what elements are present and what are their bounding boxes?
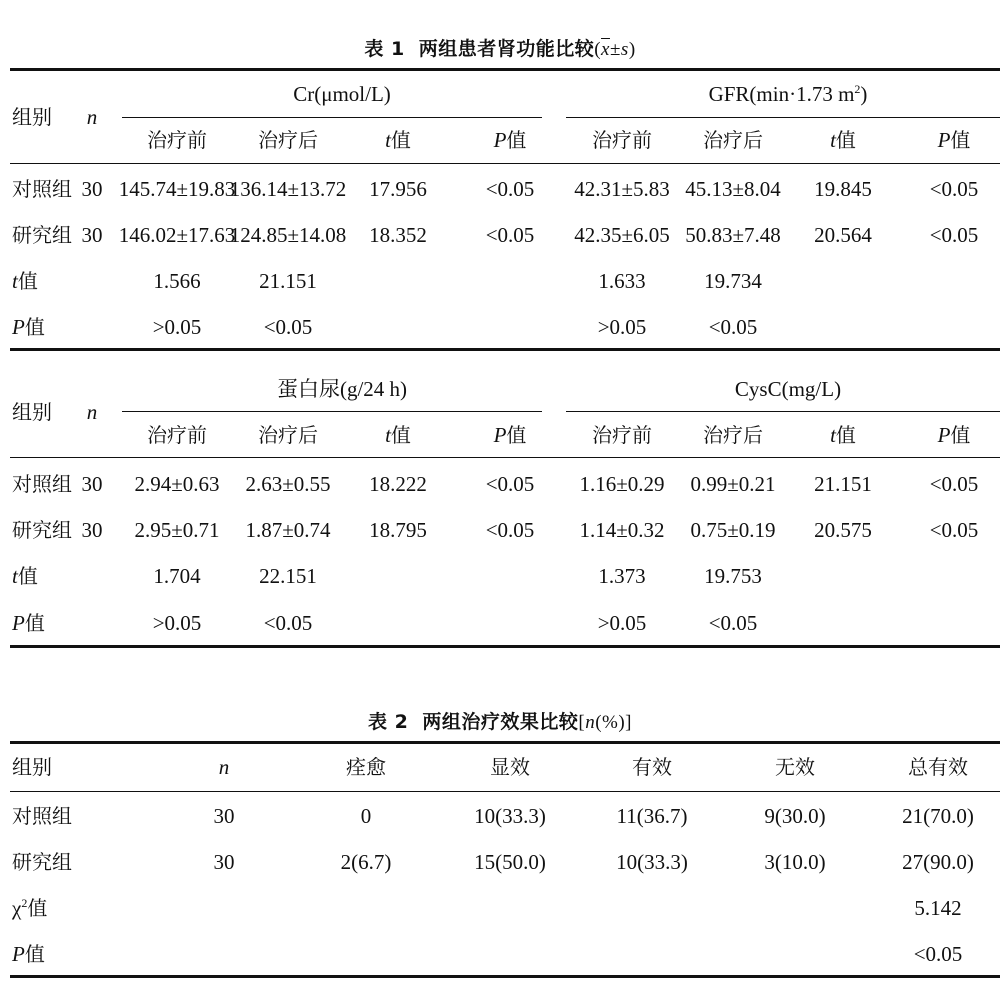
block1-control-gfr-after: 45.13±8.04 (685, 177, 781, 201)
block2-right-subrule (566, 411, 1000, 412)
block1-control-cr-t: 17.956 (369, 177, 427, 201)
table2-bottom-rule (10, 975, 1000, 978)
block2-study-protein-t: 18.795 (369, 518, 427, 542)
block2-protein-header: 蛋白尿(g/24 h) (276, 377, 408, 401)
block2-protein-before-header: 治疗前 (147, 423, 207, 447)
t-sym: t (12, 269, 18, 293)
block2-control-protein-before: 2.94±0.63 (134, 472, 220, 496)
block2-left-subrule (122, 411, 542, 412)
block2-control-protein-p: <0.05 (485, 472, 535, 496)
gfr-header-close: ) (860, 82, 868, 106)
block1-control-gfr-p: <0.05 (929, 177, 979, 201)
table2-control-ineffective: 9(30.0) (764, 804, 826, 828)
block1-cr-p-header (494, 130, 527, 151)
block1-control-gfr-t: 19.845 (814, 177, 872, 201)
block1-t-cr-before: 1.566 (153, 269, 201, 293)
table2-title-n: n (585, 712, 596, 733)
block1-study-gfr-p: <0.05 (929, 223, 979, 247)
block1-study-gfr-before: 42.35±6.05 (574, 223, 670, 247)
t-sym: t (385, 423, 391, 447)
block1-study-n: 30 (81, 223, 103, 247)
table2-ineffective-header: 无效 (775, 755, 815, 779)
block1-left-subrule (122, 117, 542, 118)
block2-study-n: 30 (81, 518, 103, 542)
table1-bottom-rule (10, 645, 1000, 648)
block2-p-protein-before: >0.05 (152, 611, 202, 635)
p-sym: P (493, 128, 507, 152)
block2-control-cysc-after: 0.99±0.21 (690, 472, 776, 496)
block1-study-label: 研究组 (12, 223, 72, 247)
block1-p-cr-after: <0.05 (263, 315, 313, 339)
t-sym: t (385, 128, 391, 152)
block1-control-label: 对照组 (12, 177, 72, 201)
table2-chi-value: 5.142 (914, 896, 962, 920)
table2-study-n: 30 (213, 850, 235, 874)
block2-p-cysc-before: >0.05 (597, 611, 647, 635)
value-word: 值 (17, 564, 38, 588)
table1-caption (0, 34, 1000, 61)
table2-p-label (12, 944, 45, 965)
table2-control-n: 30 (213, 804, 235, 828)
table2-control-cured: 0 (360, 804, 372, 828)
block2-n-header: n (86, 400, 98, 424)
block2-header-rule (10, 457, 1000, 458)
block2-control-cysc-p: <0.05 (929, 472, 979, 496)
t-sym: t (830, 128, 836, 152)
table2-total-header: 总有效 (908, 755, 968, 779)
block2-cysc-after-header: 治疗后 (703, 423, 763, 447)
table1-label: 表 1 (364, 38, 405, 60)
block2-t-label (12, 566, 38, 587)
block1-cr-header: Cr(μmol/L) (293, 82, 391, 106)
block1-study-cr-before: 146.02±17.63 (118, 223, 236, 247)
table2-study-ineffective: 3(10.0) (764, 850, 826, 874)
table2-control-marked: 10(33.3) (474, 804, 546, 828)
block1-gfr-t-header (830, 130, 856, 151)
block1-control-cr-before: 145.74±19.83 (118, 177, 236, 201)
table2-caption (0, 707, 1000, 734)
block1-gfr-p-header (938, 130, 971, 151)
block2-group-header: 组别 (12, 400, 52, 424)
block1-gfr-after-header: 治疗后 (703, 128, 763, 152)
block2-cysc-t-header (830, 425, 856, 446)
block1-study-cr-after: 124.85±14.08 (229, 223, 347, 247)
block1-p-gfr-before: >0.05 (597, 315, 647, 339)
table2-study-marked: 15(50.0) (474, 850, 546, 874)
table1-top-rule (10, 68, 1000, 71)
block2-p-label (12, 613, 45, 634)
block2-control-protein-after: 2.63±0.55 (245, 472, 331, 496)
table1-title-paren-open: ( (594, 39, 602, 60)
block2-study-protein-after: 1.87±0.74 (245, 518, 331, 542)
table2-top-rule (10, 741, 1000, 744)
block2-control-cysc-before: 1.16±0.29 (579, 472, 665, 496)
block1-study-gfr-after: 50.83±7.48 (685, 223, 781, 247)
gfr-header-sup: 2 (854, 82, 861, 96)
p-sym: P (12, 942, 25, 966)
block2-protein-t-header (385, 425, 411, 446)
block2-control-cysc-t: 21.151 (814, 472, 872, 496)
block2-t-cysc-after: 19.753 (704, 564, 762, 588)
block1-control-cr-p: <0.05 (485, 177, 535, 201)
block1-control-n: 30 (81, 177, 103, 201)
block2-study-cysc-p: <0.05 (929, 518, 979, 542)
block1-p-gfr-after: <0.05 (708, 315, 758, 339)
chi-sym: χ (12, 896, 22, 920)
table2-title-bracket: [ (578, 712, 586, 733)
t-sym: t (12, 564, 18, 588)
block2-study-protein-before: 2.95±0.71 (134, 518, 220, 542)
block1-p-label (12, 317, 45, 338)
p-sym: P (493, 423, 507, 447)
block2-study-protein-p: <0.05 (485, 518, 535, 542)
table2-n-header: n (218, 755, 230, 779)
table1-title-pm: ± (609, 39, 621, 60)
block1-study-gfr-t: 20.564 (814, 223, 872, 247)
chi-sup: 2 (21, 896, 28, 910)
block2-p-protein-after: <0.05 (263, 611, 313, 635)
block2-study-cysc-before: 1.14±0.32 (579, 518, 665, 542)
table2-title-rest: (%)] (595, 712, 632, 733)
block1-gfr-header (709, 84, 868, 105)
block-separator-rule (10, 348, 1000, 351)
block1-control-gfr-before: 42.31±5.83 (574, 177, 670, 201)
block2-control-label: 对照组 (12, 472, 72, 496)
p-sym: P (12, 611, 25, 635)
gfr-header-text: GFR(min·1.73 m (708, 82, 855, 106)
value-word: 值 (835, 128, 856, 152)
table2-p-value: <0.05 (913, 942, 963, 966)
block1-study-cr-p: <0.05 (485, 223, 535, 247)
block1-t-gfr-before: 1.633 (598, 269, 646, 293)
value-word: 值 (24, 942, 45, 966)
block1-gfr-before-header: 治疗前 (592, 128, 652, 152)
value-word: 值 (506, 423, 527, 447)
table2-control-effective: 11(36.7) (616, 804, 688, 828)
table2-control-total: 21(70.0) (902, 804, 974, 828)
block2-t-cysc-before: 1.373 (598, 564, 646, 588)
block2-study-cysc-after: 0.75±0.19 (690, 518, 776, 542)
table1-title-paren-close: ) (628, 39, 636, 60)
block2-study-label: 研究组 (12, 518, 72, 542)
table2-header-rule (10, 791, 1000, 792)
block1-cr-t-header (385, 130, 411, 151)
table1-title: 两组患者肾功能比较 (418, 38, 595, 60)
block2-control-protein-t: 18.222 (369, 472, 427, 496)
block2-protein-after-header: 治疗后 (258, 423, 318, 447)
block1-t-label (12, 271, 38, 292)
block1-p-cr-before: >0.05 (152, 315, 202, 339)
table1-title-xbar: $\overline{x}$ (601, 39, 610, 60)
block2-cysc-header: CysC(mg/L) (734, 377, 842, 401)
table2-cured-header: 痊愈 (346, 755, 386, 779)
block2-protein-p-header (494, 425, 527, 446)
value-word: 值 (24, 611, 45, 635)
t-sym: t (830, 423, 836, 447)
table2-effective-header: 有效 (632, 755, 672, 779)
block2-t-protein-before: 1.704 (153, 564, 201, 588)
table2-marked-header: 显效 (490, 755, 530, 779)
block1-t-gfr-after: 19.734 (704, 269, 762, 293)
block1-n-header: n (86, 105, 98, 129)
table2-title: 两组治疗效果比较 (422, 711, 579, 733)
block2-cysc-p-header (938, 425, 971, 446)
table2-label: 表 2 (368, 711, 409, 733)
block1-cr-after-header: 治疗后 (258, 128, 318, 152)
table2-study-total: 27(90.0) (902, 850, 974, 874)
block1-t-cr-after: 21.151 (259, 269, 317, 293)
block2-control-n: 30 (81, 472, 103, 496)
table2-study-cured: 2(6.7) (340, 850, 392, 874)
value-word: 值 (27, 896, 48, 920)
block2-cysc-before-header: 治疗前 (592, 423, 652, 447)
block1-control-cr-after: 136.14±13.72 (229, 177, 347, 201)
value-word: 值 (506, 128, 527, 152)
table2-chi-label (12, 898, 47, 919)
p-sym: P (12, 315, 25, 339)
block1-cr-before-header: 治疗前 (147, 128, 207, 152)
value-word: 值 (24, 315, 45, 339)
block2-p-cysc-after: <0.05 (708, 611, 758, 635)
block2-t-protein-after: 22.151 (259, 564, 317, 588)
value-word: 值 (950, 423, 971, 447)
block1-study-cr-t: 18.352 (369, 223, 427, 247)
value-word: 值 (390, 128, 411, 152)
value-word: 值 (390, 423, 411, 447)
table2-group-header: 组别 (12, 755, 52, 779)
table2-control-label: 对照组 (12, 804, 72, 828)
value-word: 值 (835, 423, 856, 447)
p-sym: P (937, 128, 951, 152)
block2-study-cysc-t: 20.575 (814, 518, 872, 542)
p-sym: P (937, 423, 951, 447)
block1-group-header: 组别 (12, 105, 52, 129)
value-word: 值 (950, 128, 971, 152)
block1-header-rule (10, 163, 1000, 164)
table2-study-effective: 10(33.3) (616, 850, 688, 874)
block1-right-subrule (566, 117, 1000, 118)
table2-study-label: 研究组 (12, 850, 72, 874)
value-word: 值 (17, 269, 38, 293)
table1-title-s: s (620, 39, 629, 60)
